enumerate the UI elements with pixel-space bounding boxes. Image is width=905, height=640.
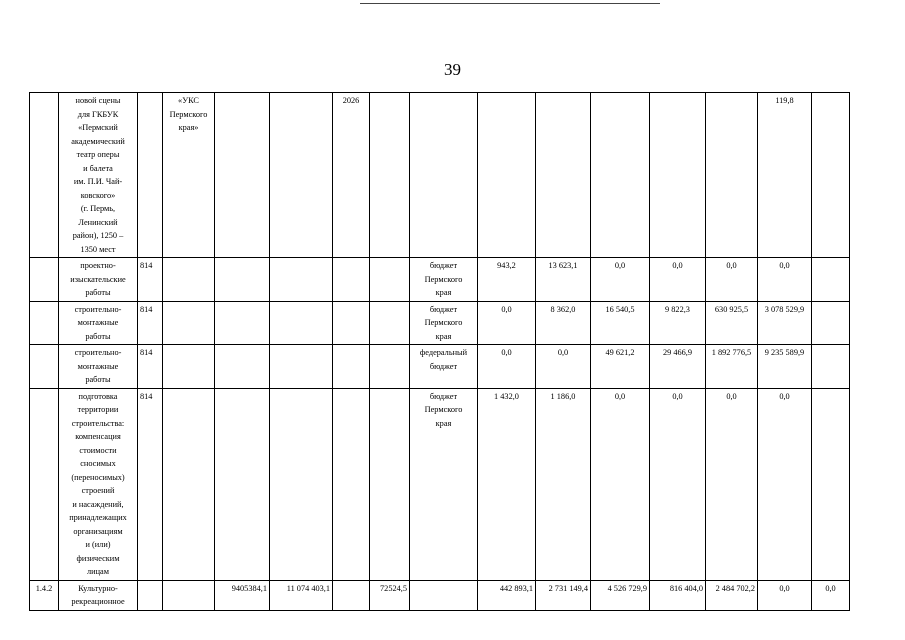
cell-source: бюджет Пермского края <box>410 258 478 302</box>
cell-capacity-1 <box>215 93 270 258</box>
cell-object-name: подготовка территории строительства: компенсация стоимости сносимых (переносимых) строений и насаждений, принадлежащих организациям и (или) физическим лицам <box>59 388 138 580</box>
cell-value: 943,2 <box>478 258 536 302</box>
cell-cost <box>370 388 410 580</box>
page-number: 39 <box>444 60 461 79</box>
cell-capacity-2 <box>270 93 333 258</box>
cell-capacity-2 <box>270 258 333 302</box>
cell-year <box>333 301 370 345</box>
cell-number <box>30 93 59 258</box>
cell-cost: 72524,5 <box>370 580 410 610</box>
cell-year <box>333 388 370 580</box>
top-rule <box>360 3 660 4</box>
cell-number: 1.4.2 <box>30 580 59 610</box>
cell-object-name: строительно- монтажные работы <box>59 345 138 389</box>
cell-value: 630 925,5 <box>706 301 758 345</box>
cell-year <box>333 580 370 610</box>
cell-capacity-1: 9405384,1 <box>215 580 270 610</box>
cell-object-name: проектно- изыскательские работы <box>59 258 138 302</box>
cell-customer <box>163 301 215 345</box>
program-table <box>29 92 850 611</box>
cell-code: 814 <box>138 345 163 389</box>
cell-cost <box>370 301 410 345</box>
cell-value <box>812 345 850 389</box>
cell-code: 814 <box>138 388 163 580</box>
cell-capacity-2 <box>270 345 333 389</box>
cell-value: 0,0 <box>591 258 650 302</box>
cell-value: 0,0 <box>706 258 758 302</box>
cell-cost <box>370 93 410 258</box>
cell-value: 1 432,0 <box>478 388 536 580</box>
cell-value <box>478 93 536 258</box>
cell-capacity-1 <box>215 258 270 302</box>
cell-customer: «УКС Пермского края» <box>163 93 215 258</box>
cell-value <box>812 388 850 580</box>
cell-value: 0,0 <box>758 388 812 580</box>
cell-value: 9 822,3 <box>650 301 706 345</box>
cell-source: бюджет Пермского края <box>410 388 478 580</box>
cell-value: 0,0 <box>706 388 758 580</box>
cell-value <box>650 93 706 258</box>
cell-object-name: новой сцены для ГКБУК «Пермский академический театр оперы и балета им. П.И. Чай- ковского» (г. Пермь, Ленинский район), 1250 – 1350 мест <box>59 93 138 258</box>
cell-source <box>410 93 478 258</box>
cell-value: 0,0 <box>591 388 650 580</box>
cell-code <box>138 93 163 258</box>
cell-source: федеральный бюджет <box>410 345 478 389</box>
cell-value: 1 186,0 <box>536 388 591 580</box>
table-row <box>30 93 850 258</box>
cell-value: 0,0 <box>650 388 706 580</box>
cell-value: 29 466,9 <box>650 345 706 389</box>
cell-customer <box>163 580 215 610</box>
cell-capacity-1 <box>215 345 270 389</box>
cell-customer <box>163 388 215 580</box>
table-row <box>30 258 850 302</box>
cell-value <box>812 301 850 345</box>
cell-value: 0,0 <box>758 258 812 302</box>
cell-year <box>333 258 370 302</box>
cell-customer <box>163 345 215 389</box>
cell-number <box>30 388 59 580</box>
table-row <box>30 580 850 610</box>
cell-value <box>536 93 591 258</box>
table-row <box>30 301 850 345</box>
cell-value: 442 893,1 <box>478 580 536 610</box>
cell-value: 0,0 <box>812 580 850 610</box>
cell-value: 1 892 776,5 <box>706 345 758 389</box>
cell-cost <box>370 258 410 302</box>
cell-year <box>333 345 370 389</box>
cell-object-name: Культурно- рекреационное <box>59 580 138 610</box>
cell-value: 13 623,1 <box>536 258 591 302</box>
cell-capacity-1 <box>215 388 270 580</box>
cell-value: 2 484 702,2 <box>706 580 758 610</box>
table-row <box>30 345 850 389</box>
cell-value <box>706 93 758 258</box>
cell-capacity-1 <box>215 301 270 345</box>
cell-value: 119,8 <box>758 93 812 258</box>
cell-cost <box>370 345 410 389</box>
cell-value: 16 540,5 <box>591 301 650 345</box>
cell-source: бюджет Пермского края <box>410 301 478 345</box>
cell-number <box>30 345 59 389</box>
cell-value: 3 078 529,9 <box>758 301 812 345</box>
cell-code <box>138 580 163 610</box>
cell-value: 8 362,0 <box>536 301 591 345</box>
cell-value: 4 526 729,9 <box>591 580 650 610</box>
cell-value: 816 404,0 <box>650 580 706 610</box>
cell-value: 0,0 <box>478 345 536 389</box>
cell-capacity-2 <box>270 388 333 580</box>
cell-value: 0,0 <box>536 345 591 389</box>
cell-value: 49 621,2 <box>591 345 650 389</box>
cell-value: 9 235 589,9 <box>758 345 812 389</box>
cell-code: 814 <box>138 301 163 345</box>
table-row <box>30 388 850 580</box>
cell-number <box>30 301 59 345</box>
cell-value: 0,0 <box>478 301 536 345</box>
cell-value: 0,0 <box>758 580 812 610</box>
cell-value <box>812 93 850 258</box>
cell-value <box>812 258 850 302</box>
cell-customer <box>163 258 215 302</box>
cell-code: 814 <box>138 258 163 302</box>
cell-capacity-2: 11 074 403,1 <box>270 580 333 610</box>
cell-source <box>410 580 478 610</box>
cell-value <box>591 93 650 258</box>
cell-value: 2 731 149,4 <box>536 580 591 610</box>
cell-value: 0,0 <box>650 258 706 302</box>
cell-object-name: строительно- монтажные работы <box>59 301 138 345</box>
cell-year: 2026 <box>333 93 370 258</box>
cell-number <box>30 258 59 302</box>
cell-capacity-2 <box>270 301 333 345</box>
